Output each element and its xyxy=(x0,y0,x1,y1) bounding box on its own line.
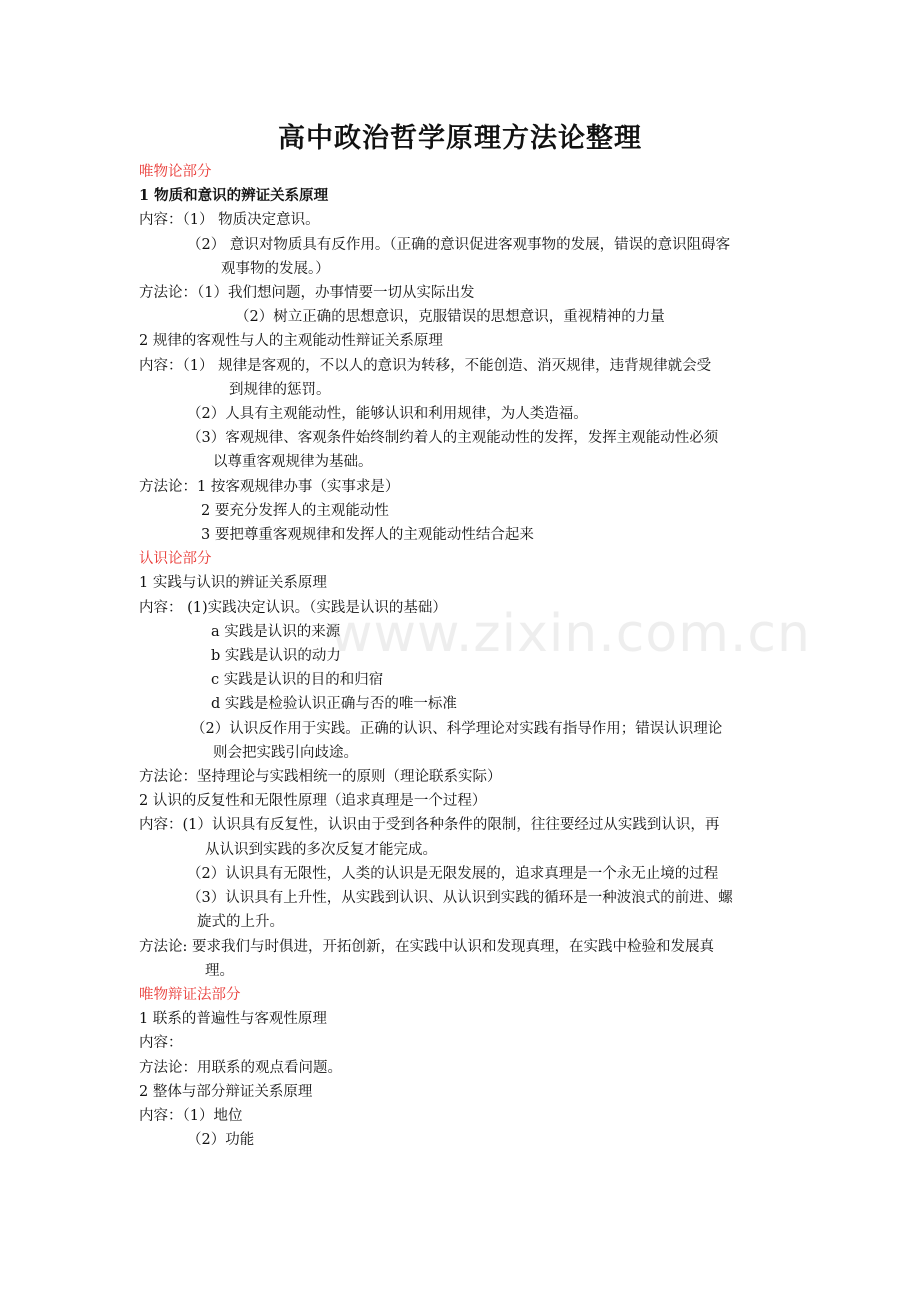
text-line: （3）认识具有上升性，从实践到认识、从认识到实践的循环是一种波浪式的前进、螺 xyxy=(187,890,733,907)
text-line: （2） 意识对物质具有反作用。（正确的意识促进客观事物的发展，错误的意识阻碍客 xyxy=(187,236,731,253)
text-line: （2）功能 xyxy=(187,1132,255,1149)
document-body xyxy=(139,160,789,1152)
list-item: c 实践是认识的目的和归宿 xyxy=(211,672,384,689)
text-line: （2）认识反作用于实践。正确的认识、科学理论对实践有指导作用；错误认识理论 xyxy=(191,720,723,737)
text-line: 以尊重客观规律为基础。 xyxy=(213,454,373,471)
text-line: 理。 xyxy=(205,962,234,979)
document-title: 高中政治哲学原理方法论整理 xyxy=(278,123,642,154)
text-line: 内容：(1）认识具有反复性，认识由于受到各种条件的限制，往往要经过从实践到认识，再 xyxy=(139,817,720,834)
principle-heading: 2 规律的客观性与人的主观能动性辩证关系原理 xyxy=(139,333,443,350)
text-line: 方法论：坚持理论与实践相统一的原则（理论联系实际） xyxy=(139,769,502,786)
text-line: 从认识到实践的多次反复才能完成。 xyxy=(205,841,437,858)
text-line: 内容：（1）地位 xyxy=(139,1107,243,1124)
text-line: 内容：（1） 规律是客观的，不以人的意识为转移，不能创造、消灭规律，违背规律就会受 xyxy=(139,357,712,374)
text-line: 到规律的惩罚。 xyxy=(229,381,331,398)
watermark-text: www.zixin.com.cn xyxy=(330,604,811,664)
section-heading-dialectics: 唯物辩证法部分 xyxy=(139,986,241,1003)
list-item: d 实践是检验认识正确与否的唯一标准 xyxy=(211,696,457,713)
text-line: 内容：（1） 物质决定意识。 xyxy=(139,212,320,229)
section-heading-epistemology: 认识论部分 xyxy=(139,551,212,568)
text-line: 内容： xyxy=(139,1035,183,1052)
text-line: 旋式的上升。 xyxy=(197,914,284,931)
text-line: （2）树立正确的思想意识，克服错误的思想意识，重视精神的力量 xyxy=(235,309,665,326)
section-heading-materialism: 唯物论部分 xyxy=(139,164,212,180)
list-item: a 实践是认识的来源 xyxy=(211,623,341,640)
text-line: 方法论：用联系的观点看问题。 xyxy=(139,1059,342,1076)
principle-heading: 2 认识的反复性和无限性原理（追求真理是一个过程） xyxy=(139,793,487,810)
text-line: （2）认识具有无限性，人类的认识是无限发展的，追求真理是一个永无止境的过程 xyxy=(187,865,719,882)
principle-heading: 2 整体与部分辩证关系原理 xyxy=(139,1083,313,1100)
principle-heading: 1 实践与认识的辨证关系原理 xyxy=(139,575,327,592)
text-line: 内容： (1)实践决定认识。（实践是认识的基础） xyxy=(139,599,447,616)
principle-heading: 1 物质和意识的辨证关系原理 xyxy=(139,187,329,205)
text-line: （3）客观规律、客观条件始终制约着人的主观能动性的发挥，发挥主观能动性必须 xyxy=(187,430,719,447)
text-line: （2）人具有主观能动性，能够认识和利用规律，为人类造福。 xyxy=(187,406,588,423)
text-line: 方法论: 要求我们与时俱进，开拓创新，在实践中认识和发现真理，在实践中检验和发展真 xyxy=(139,938,714,955)
text-line: 方法论：（1）我们想问题，办事情要一切从实际出发 xyxy=(139,285,475,302)
principle-heading: 1 联系的普遍性与客观性原理 xyxy=(139,1011,327,1028)
text-line: 则会把实践引向歧途。 xyxy=(213,744,358,761)
list-item: b 实践是认识的动力 xyxy=(211,648,341,665)
text-line: 观事物的发展。） xyxy=(221,260,330,277)
text-line: 方法论：1 按客观规律办事（实事求是） xyxy=(139,478,400,495)
text-line: 2 要充分发挥人的主观能动性 xyxy=(201,502,389,519)
text-line: 3 要把尊重客观规律和发挥人的主观能动性结合起来 xyxy=(201,527,534,544)
